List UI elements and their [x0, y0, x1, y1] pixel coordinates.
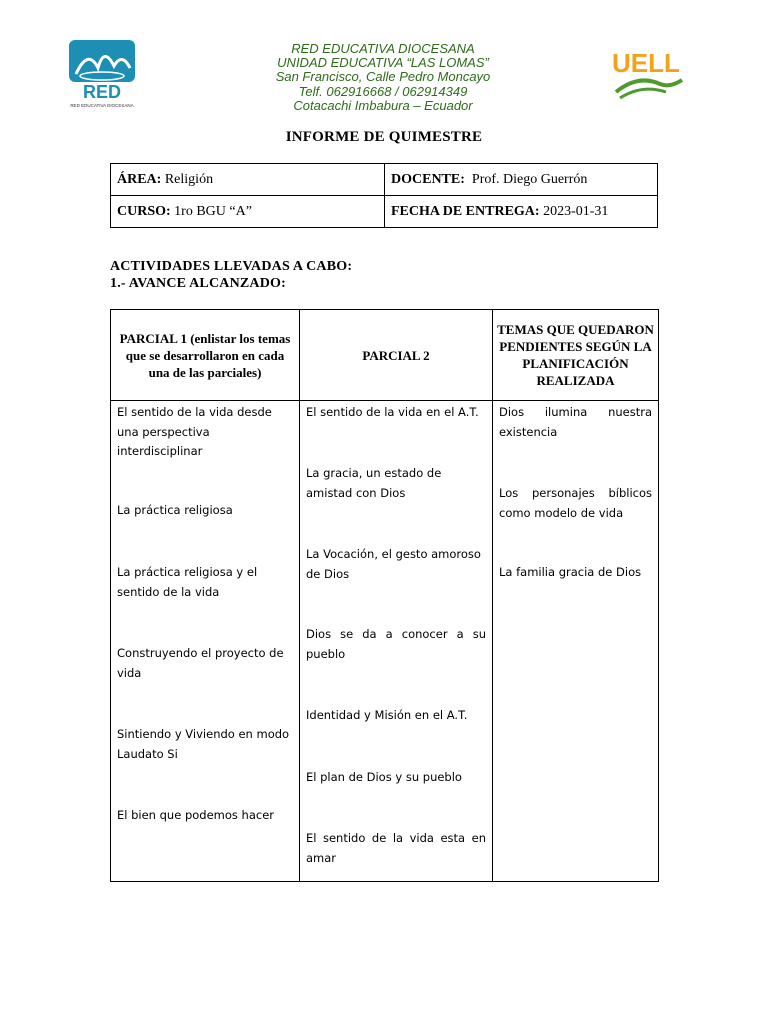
curso-value: 1ro BGU “A”	[170, 203, 252, 219]
network-name: RED EDUCATIVA DIOCESANA	[291, 41, 475, 56]
list-item: Sintiendo y Viviendo en modo Laudato Si	[117, 727, 290, 761]
list-item: La gracia, un estado de amistad con Dios	[306, 466, 442, 500]
info-table	[110, 163, 658, 228]
list-item: El sentido de la vida en el A.T.	[306, 405, 479, 419]
list-item: Identidad y Misión en el A.T.	[306, 708, 468, 722]
area-value: Religión	[161, 171, 214, 187]
area-cell	[111, 164, 385, 196]
list-item: El plan de Dios y su pueblo	[306, 770, 462, 784]
list-item: Los personajes bíblicos como modelo de vida	[499, 486, 652, 520]
parcial-1-column	[111, 401, 300, 882]
list-item: La práctica religiosa	[117, 503, 233, 517]
docente-label: DOCENTE:	[391, 171, 465, 187]
red-logo-subtext: RED EDUCATIVA DIOCESANA	[70, 103, 134, 108]
uell-logo-wordmark: UELL	[612, 48, 680, 78]
list-item: Dios ilumina nuestra existencia	[499, 405, 652, 439]
list-item: Dios se da a conocer a su pueblo	[306, 627, 486, 661]
school-header	[230, 42, 536, 113]
uell-logo	[608, 34, 688, 102]
header-parcial-2: PARCIAL 2	[300, 310, 493, 401]
school-address: San Francisco, Calle Pedro Moncayo	[275, 69, 491, 85]
activities-heading: ACTIVIDADES LLEVADAS A CABO:	[110, 259, 353, 274]
school-location: Cotacachi Imbabura – Ecuador	[293, 97, 473, 113]
progress-heading: 1.- AVANCE ALCANZADO:	[110, 276, 286, 291]
parcial-2-column	[300, 401, 493, 882]
area-label: ÁREA:	[117, 171, 162, 187]
fecha-value: 2023-01-31	[539, 203, 609, 219]
page-title: INFORME DE QUIMESTRE	[285, 129, 483, 145]
school-name: UNIDAD EDUCATIVA “LAS LOMAS”	[277, 55, 489, 71]
list-item: La Vocación, el gesto amoroso de Dios	[306, 547, 481, 581]
header-parcial-1: PARCIAL 1 (enlistar los temas que se desarrollaron en cada una de las parciales)	[111, 310, 300, 401]
red-logo	[68, 38, 140, 110]
red-logo-wordmark: RED	[82, 82, 122, 102]
list-item: El sentido de la vida esta en amar	[306, 831, 486, 865]
list-item: El bien que podemos hacer	[117, 808, 275, 822]
list-item: La familia gracia de Dios	[499, 565, 642, 579]
pendientes-column	[493, 401, 659, 882]
list-item: Construyendo el proyecto de vida	[117, 646, 284, 680]
list-item: El sentido de la vida desde una perspectiva interdisciplinar	[117, 405, 272, 458]
progress-table	[110, 309, 659, 882]
docente-cell	[385, 164, 658, 196]
header-pendientes: TEMAS QUE QUEDARON PENDIENTES SEGÚN LA PLANIFICACIÓN REALIZADA	[493, 310, 659, 401]
curso-label: CURSO:	[117, 203, 171, 219]
fecha-cell	[385, 196, 658, 228]
school-phone: Telf. 062916668 / 062914349	[298, 83, 468, 99]
docente-value: Prof. Diego Guerrón	[464, 171, 588, 187]
fecha-label: FECHA DE ENTREGA:	[391, 203, 540, 219]
curso-cell	[111, 196, 385, 228]
list-item: La práctica religiosa y el sentido de la vida	[117, 565, 258, 599]
